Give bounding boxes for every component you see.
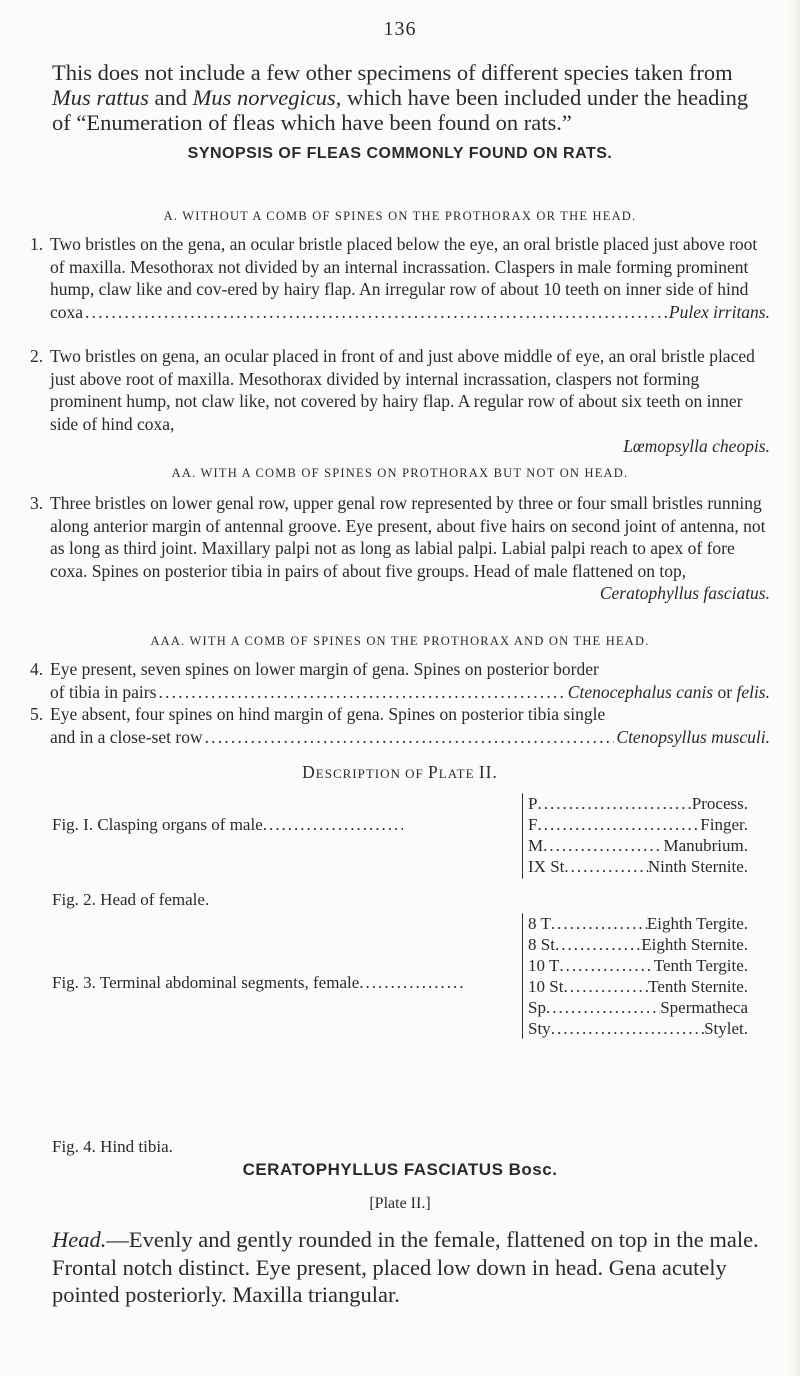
dot-leader bbox=[263, 815, 403, 835]
entry-3 bbox=[30, 492, 770, 605]
legend-row bbox=[528, 836, 748, 856]
legend-meaning: Process. bbox=[691, 794, 748, 813]
intro-species-rattus: Mus rattus bbox=[52, 85, 149, 110]
species-name: Pulex irritans. bbox=[668, 301, 770, 322]
entry-body bbox=[50, 703, 770, 748]
entry-number: 3. bbox=[30, 493, 44, 513]
dot-leader bbox=[546, 998, 660, 1018]
entry-text: Two bristles on the gena, an ocular bristle placed below the eye, an oral bristle placed just above root of maxilla. Mesothorax not divided by an internal incrassation. Claspers in male forming prominent hump, claw like and cov-ered by hairy flap. An irregular row of about 10 teeth on inner side of hind bbox=[50, 234, 758, 299]
section-heading-aaa: AAA. WITH A COMB OF SPINES ON THE PROTHORAX AND ON THE HEAD. bbox=[150, 634, 650, 648]
species-name: Lœmopsylla cheopis. bbox=[623, 436, 770, 456]
entry-1 bbox=[30, 233, 770, 323]
dot-leader bbox=[551, 1019, 704, 1039]
intro-species-norvegicus: Mus norvegicus, bbox=[192, 85, 342, 110]
brace-figure-3 bbox=[522, 913, 523, 1039]
species-name: Ctenopsyllus musculi. bbox=[616, 726, 770, 747]
legend-abbreviation: Sty bbox=[528, 1019, 551, 1038]
species-name-canis: Ctenocephalus canis bbox=[567, 681, 714, 702]
dot-leader bbox=[543, 836, 663, 856]
entry-last-words: coxa bbox=[50, 301, 84, 322]
title-letter: P bbox=[428, 762, 439, 782]
title-letter: D bbox=[302, 762, 316, 782]
legend-row bbox=[528, 998, 748, 1018]
section-heading-a: A. WITHOUT A COMB OF SPINES ON THE PROTHORAX OR THE HEAD. bbox=[163, 209, 637, 223]
synopsis-title: SYNOPSIS OF FLEAS COMMONLY FOUND ON RATS. bbox=[187, 145, 613, 162]
entry-last-words: and in a close-set row bbox=[50, 726, 203, 747]
legend-abbreviation: P bbox=[528, 794, 538, 813]
dot-leader bbox=[559, 956, 653, 976]
legend-meaning: Tenth Sternite. bbox=[648, 977, 748, 996]
figure-4-caption: Fig. 4. Hind tibia. bbox=[52, 1137, 173, 1156]
figure-3-caption bbox=[52, 973, 464, 993]
dot-leader bbox=[564, 857, 648, 877]
legend-abbreviation: F bbox=[528, 815, 538, 834]
entry-text: Two bristles on gena, an ocular placed in front of and just above middle of eye, an oral bristle placed just above root of maxilla. Mesothorax divided by internal incrassation, claspers not forming prominent hump, not claw like, not covered by hairy flap. A regular row of about six teeth on inner side of hind coxa, bbox=[50, 346, 755, 434]
section-heading-aa: AA. WITH A COMB OF SPINES ON PROTHORAX BUT NOT ON HEAD. bbox=[171, 466, 629, 480]
legend-abbreviation: 10 St bbox=[528, 977, 564, 996]
legend-abbreviation: M bbox=[528, 836, 544, 855]
plate-reference: [Plate II.] bbox=[369, 1195, 431, 1212]
entry-body bbox=[50, 233, 770, 323]
intro-paragraph bbox=[52, 60, 760, 135]
legend-row bbox=[528, 794, 748, 814]
legend-meaning: Ninth Sternite. bbox=[647, 857, 748, 876]
entry-2 bbox=[30, 345, 770, 458]
species-name bbox=[568, 681, 770, 704]
entry-body bbox=[50, 345, 770, 458]
entry-number: 2. bbox=[30, 346, 44, 366]
legend-abbreviation: 8 St bbox=[528, 935, 555, 954]
legend-meaning: Tenth Tergite. bbox=[653, 956, 748, 975]
dot-leader bbox=[85, 301, 667, 324]
entry-number: 4. bbox=[30, 659, 44, 679]
figure-1-caption bbox=[52, 815, 403, 835]
head-lead-word: Head. bbox=[52, 1227, 107, 1252]
entry-number: 1. bbox=[30, 234, 44, 254]
intro-and: and bbox=[148, 85, 193, 110]
dot-leader bbox=[537, 794, 691, 814]
legend-row bbox=[528, 914, 748, 934]
figure-2-caption: Fig. 2. Head of female. bbox=[52, 890, 210, 909]
legend-row bbox=[528, 857, 748, 877]
entry-body bbox=[50, 492, 770, 605]
legend-abbreviation: Sp bbox=[528, 998, 546, 1017]
legend-row bbox=[528, 935, 748, 955]
legend-meaning: Manubrium. bbox=[663, 836, 748, 855]
entry-text: Three bristles on lower genal row, upper genal row represented by three or four small bristles running along anterior margin of antennal groove. Eye present, about five hairs on second joint of antenna, not as long as third joint. Maxillary palpi not as long as labial palpi. Labial palpi reach to apex of fore coxa. Spines on posterior tibia in pairs of about five groups. Head of male flattened on top, bbox=[50, 493, 766, 581]
brace-figure-1 bbox=[522, 793, 523, 879]
species-name: Ceratophyllus fasciatus. bbox=[599, 583, 770, 603]
legend-row bbox=[528, 977, 748, 997]
legend-row bbox=[528, 1019, 748, 1039]
head-text: —Evenly and gently rounded in the female, flattened on top in the male. Frontal notch distinct. Eye present, placed low down in head. Gena acutely pointed posteriorly. Maxilla triangular. bbox=[52, 1227, 759, 1307]
legend-abbreviation: 8 T bbox=[528, 914, 551, 933]
species-or: or bbox=[713, 681, 737, 702]
entry-species-line bbox=[50, 301, 770, 324]
legend-meaning: Finger. bbox=[700, 815, 748, 834]
entry-4 bbox=[30, 658, 770, 703]
title-numeral: II. bbox=[478, 762, 498, 782]
title-smallcaps: LATE bbox=[438, 766, 479, 781]
dot-leader bbox=[563, 977, 648, 997]
entry-body bbox=[50, 658, 770, 703]
entry-number: 5. bbox=[30, 704, 44, 724]
entry-text: Eye present, seven spines on lower margin of gena. Spines on posterior border bbox=[50, 659, 599, 679]
legend-meaning: Stylet. bbox=[704, 1019, 748, 1038]
intro-text: This does not include a few other specimens of different species taken from bbox=[52, 60, 733, 85]
entry-text: Eye absent, four spines on hind margin of gena. Spines on posterior tibia single bbox=[50, 704, 606, 724]
legend-meaning: Spermatheca bbox=[660, 998, 748, 1017]
entry-species-line bbox=[50, 435, 770, 458]
figure-1-text: Fig. I. Clasping organs of male bbox=[52, 815, 263, 834]
legend-meaning: Eighth Tergite. bbox=[646, 914, 748, 933]
figure-3-text: Fig. 3. Terminal abdominal segments, female bbox=[52, 973, 360, 992]
dot-leader bbox=[205, 726, 615, 749]
dot-leader bbox=[158, 681, 565, 704]
legend-row bbox=[528, 956, 748, 976]
species-heading: CERATOPHYLLUS FASCIATUS Bosc. bbox=[242, 1160, 558, 1179]
entry-last-words: of tibia in pairs bbox=[50, 681, 157, 702]
entry-species-line bbox=[50, 681, 770, 704]
head-description bbox=[52, 1226, 764, 1309]
legend-meaning: Eighth Sternite. bbox=[641, 935, 748, 954]
species-name-felis: felis. bbox=[736, 681, 770, 702]
legend-abbreviation: IX St bbox=[528, 857, 565, 876]
entry-species-line bbox=[50, 726, 770, 749]
dot-leader bbox=[551, 914, 647, 934]
dot-leader bbox=[555, 935, 641, 955]
entry-species-line bbox=[50, 582, 770, 605]
legend-row bbox=[528, 815, 748, 835]
legend-abbreviation: 10 T bbox=[528, 956, 560, 975]
dot-leader bbox=[359, 973, 464, 993]
title-smallcaps: ESCRIPTION OF bbox=[315, 766, 429, 781]
intro-rest: which have been included under the heading of “Enumeration of fleas which have been found on rats.” bbox=[52, 85, 749, 135]
entry-5 bbox=[30, 703, 770, 748]
page-number: 136 bbox=[383, 18, 417, 40]
plate-description-title bbox=[0, 762, 800, 783]
dot-leader bbox=[537, 815, 700, 835]
